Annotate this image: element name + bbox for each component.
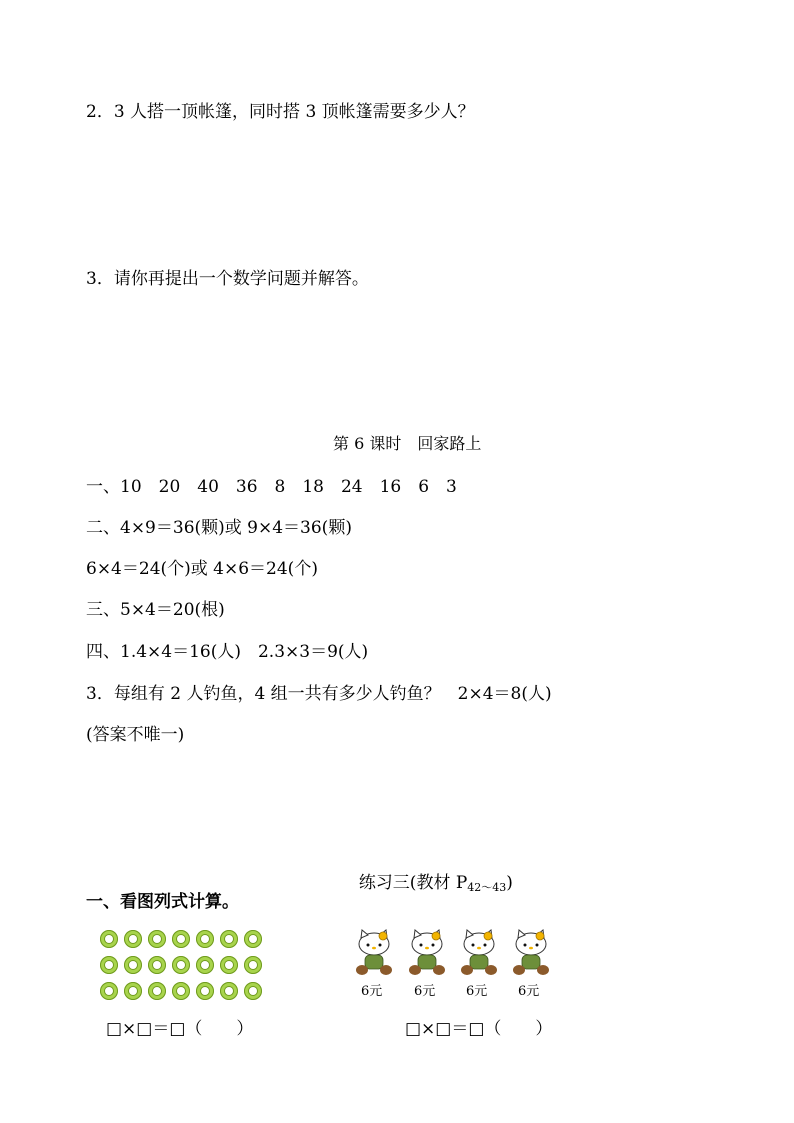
answer-2-line-2: 6×4＝24(个)或 4×6＝24(个) (86, 559, 318, 579)
ring-icon (244, 982, 262, 1000)
ring-icon (124, 956, 142, 974)
ring-icon (196, 930, 214, 948)
section-1-heading: 一、看图列式计算。 (86, 892, 239, 912)
formula-left: □×□＝□（ ） (106, 1019, 254, 1039)
kitty-icon (352, 928, 396, 980)
ring-grid (100, 930, 268, 1008)
ring-icon (148, 982, 166, 1000)
ring-icon (100, 930, 118, 948)
ring-icon (148, 956, 166, 974)
ring-icon (124, 982, 142, 1000)
ring-icon (244, 930, 262, 948)
ring-icon (148, 930, 166, 948)
kitty-icon (457, 928, 501, 980)
ring-icon (244, 956, 262, 974)
answer-1: 一、10 20 40 36 8 18 24 16 6 3 (86, 477, 457, 497)
ring-icon (100, 982, 118, 1000)
exercise-title-end: ) (506, 873, 513, 893)
answer-3: 三、5×4＝20(根) (86, 600, 225, 620)
kitty-icon (509, 928, 553, 980)
ring-icon (220, 930, 238, 948)
price-label: 6元 (414, 984, 436, 999)
ring-icon (196, 982, 214, 1000)
exercise-title (348, 850, 513, 896)
answer-4-question-3: 3．每组有 2 人钓鱼，4 组一共有多少人钓鱼？ 2×4＝8(人) (86, 684, 552, 704)
answer-note: (答案不唯一) (86, 725, 185, 745)
price-label: 6元 (518, 984, 540, 999)
kitty-icon (405, 928, 449, 980)
ring-icon (172, 930, 190, 948)
ring-icon (172, 956, 190, 974)
exercise-title-pages: 42～43 (467, 881, 507, 894)
question-2: 2．3 人搭一顶帐篷，同时搭 3 顶帐篷需要多少人？ (86, 102, 475, 122)
price-label: 6元 (466, 984, 488, 999)
ring-icon (220, 982, 238, 1000)
lesson-title: 第 6 课时 回家路上 (333, 434, 482, 453)
ring-icon (220, 956, 238, 974)
ring-icon (100, 956, 118, 974)
formula-right: □×□＝□（ ） (405, 1019, 553, 1039)
answer-4: 四、1.4×4＝16(人) 2.3×3＝9(人) (86, 642, 369, 662)
question-3: 3．请你再提出一个数学问题并解答。 (86, 269, 369, 289)
exercise-title-main: 练习三(教材 P (358, 873, 468, 893)
answer-2-line-1: 二、4×9＝36(颗)或 9×4＝36(颗) (86, 518, 352, 538)
ring-icon (124, 930, 142, 948)
price-label: 6元 (361, 984, 383, 999)
ring-icon (196, 956, 214, 974)
ring-icon (172, 982, 190, 1000)
